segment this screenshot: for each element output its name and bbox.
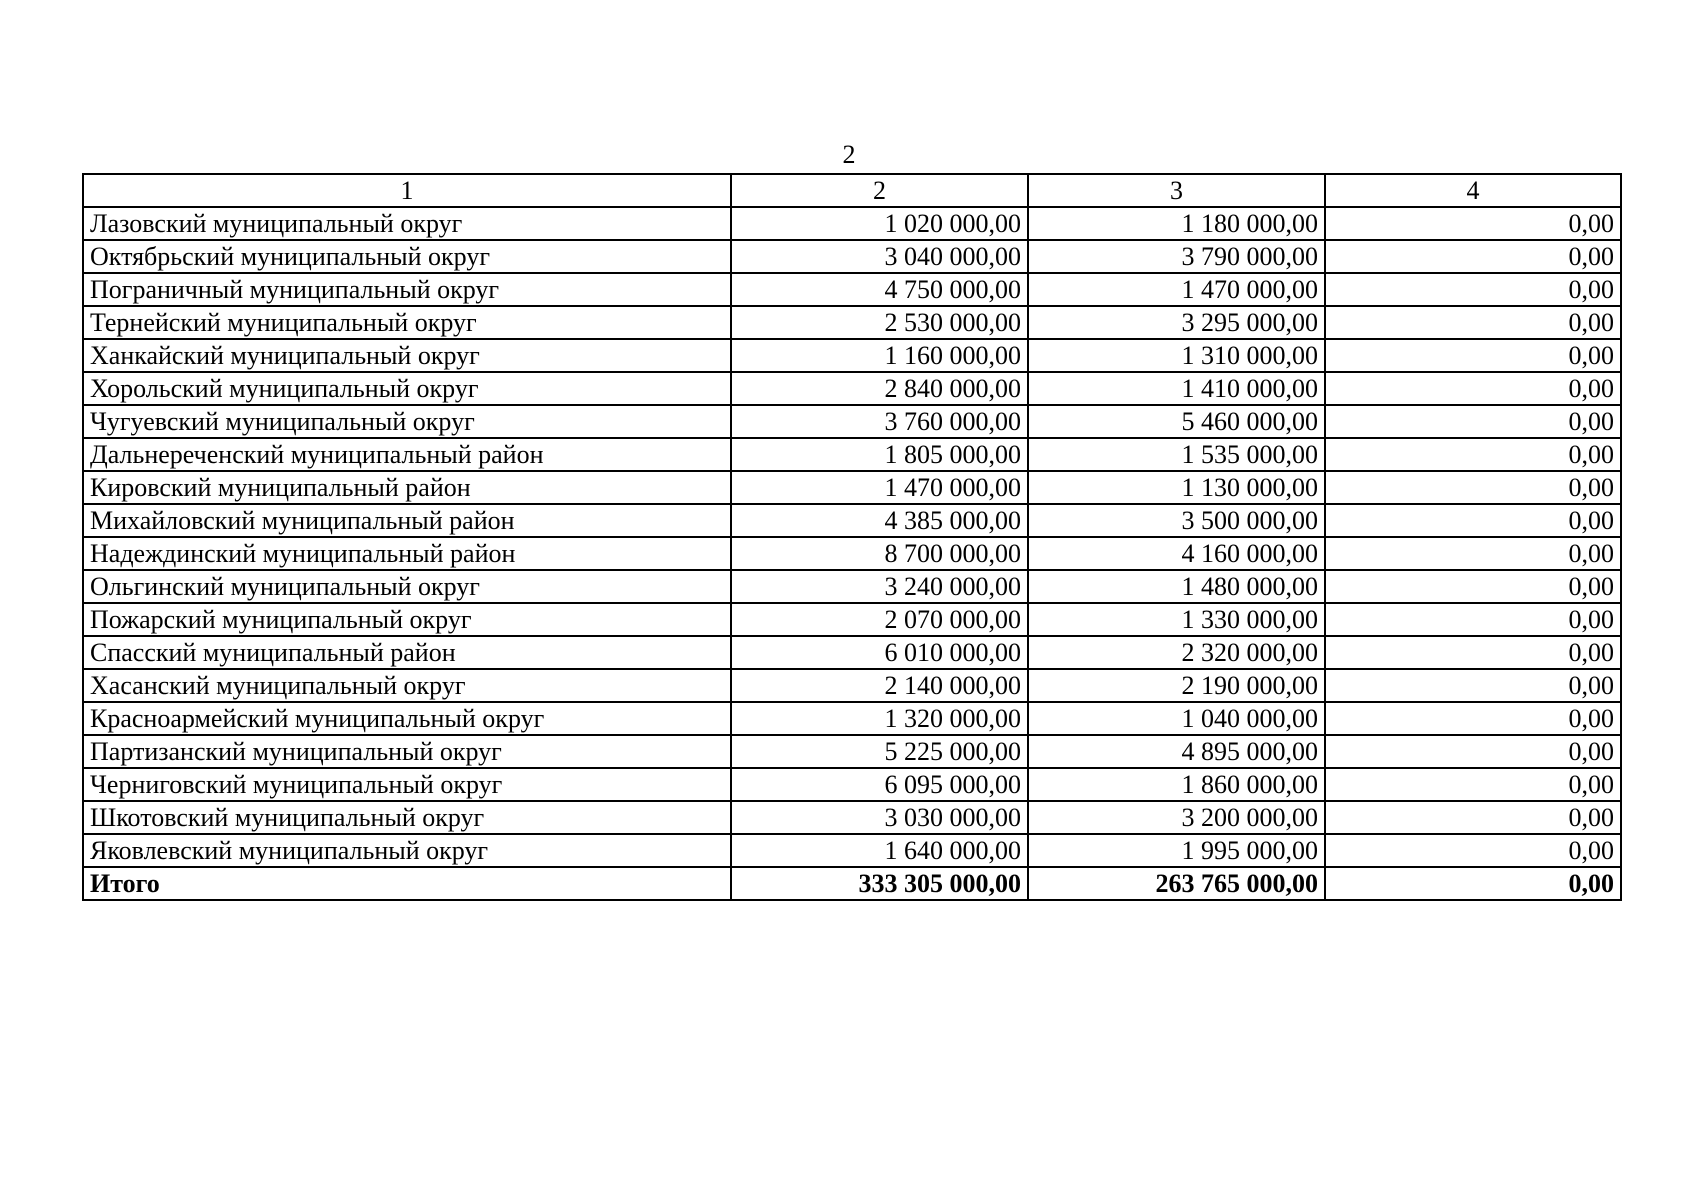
value-col3: 3 500 000,00 bbox=[1028, 504, 1325, 537]
value-col3: 4 895 000,00 bbox=[1028, 735, 1325, 768]
table-row bbox=[83, 636, 1621, 669]
table-row bbox=[83, 306, 1621, 339]
municipality-name: Черниговский муниципальный округ bbox=[83, 768, 731, 801]
value-col4: 0,00 bbox=[1325, 768, 1621, 801]
municipality-name: Чугуевский муниципальный округ bbox=[83, 405, 731, 438]
value-col3: 1 480 000,00 bbox=[1028, 570, 1325, 603]
value-col4: 0,00 bbox=[1325, 636, 1621, 669]
value-col3: 5 460 000,00 bbox=[1028, 405, 1325, 438]
municipality-name: Пограничный муниципальный округ bbox=[83, 273, 731, 306]
value-col4: 0,00 bbox=[1325, 372, 1621, 405]
value-col2: 1 020 000,00 bbox=[731, 207, 1028, 240]
table-row bbox=[83, 372, 1621, 405]
value-col4: 0,00 bbox=[1325, 405, 1621, 438]
value-col2: 2 530 000,00 bbox=[731, 306, 1028, 339]
value-col3: 2 320 000,00 bbox=[1028, 636, 1325, 669]
table-row bbox=[83, 273, 1621, 306]
column-number-header: 3 bbox=[1028, 174, 1325, 207]
value-col3: 1 995 000,00 bbox=[1028, 834, 1325, 867]
table-row bbox=[83, 207, 1621, 240]
value-col3: 2 190 000,00 bbox=[1028, 669, 1325, 702]
municipality-name: Лазовский муниципальный округ bbox=[83, 207, 731, 240]
value-col4: 0,00 bbox=[1325, 504, 1621, 537]
table-row bbox=[83, 240, 1621, 273]
table-row bbox=[83, 669, 1621, 702]
budget-table bbox=[82, 173, 1622, 901]
value-col2: 6 095 000,00 bbox=[731, 768, 1028, 801]
value-col2: 3 030 000,00 bbox=[731, 801, 1028, 834]
value-col3: 1 330 000,00 bbox=[1028, 603, 1325, 636]
municipality-name: Надеждинский муниципальный район bbox=[83, 537, 731, 570]
municipality-name: Спасский муниципальный район bbox=[83, 636, 731, 669]
value-col2: 2 140 000,00 bbox=[731, 669, 1028, 702]
value-col2: 3 040 000,00 bbox=[731, 240, 1028, 273]
value-col4: 0,00 bbox=[1325, 273, 1621, 306]
table-row bbox=[83, 603, 1621, 636]
table-row bbox=[83, 768, 1621, 801]
value-col3: 1 535 000,00 bbox=[1028, 438, 1325, 471]
value-col2: 1 470 000,00 bbox=[731, 471, 1028, 504]
municipality-name: Пожарский муниципальный округ bbox=[83, 603, 731, 636]
table-row bbox=[83, 801, 1621, 834]
municipality-name: Дальнереченский муниципальный район bbox=[83, 438, 731, 471]
table-row bbox=[83, 537, 1621, 570]
value-col4: 0,00 bbox=[1325, 603, 1621, 636]
value-col4: 0,00 bbox=[1325, 570, 1621, 603]
municipality-name: Красноармейский муниципальный округ bbox=[83, 702, 731, 735]
value-col4: 0,00 bbox=[1325, 240, 1621, 273]
municipality-name: Михайловский муниципальный район bbox=[83, 504, 731, 537]
municipality-name: Октябрьский муниципальный округ bbox=[83, 240, 731, 273]
value-col4: 0,00 bbox=[1325, 207, 1621, 240]
municipality-name: Кировский муниципальный район bbox=[83, 471, 731, 504]
value-col2: 4 750 000,00 bbox=[731, 273, 1028, 306]
value-col4: 0,00 bbox=[1325, 537, 1621, 570]
table-row bbox=[83, 570, 1621, 603]
table-row bbox=[83, 504, 1621, 537]
page-number: 2 bbox=[842, 140, 856, 169]
total-value-col2: 333 305 000,00 bbox=[731, 867, 1028, 900]
municipality-name: Тернейский муниципальный округ bbox=[83, 306, 731, 339]
value-col3: 3 295 000,00 bbox=[1028, 306, 1325, 339]
value-col2: 3 760 000,00 bbox=[731, 405, 1028, 438]
municipality-name: Ханкайский муниципальный округ bbox=[83, 339, 731, 372]
municipality-name: Хасанский муниципальный округ bbox=[83, 669, 731, 702]
value-col3: 1 860 000,00 bbox=[1028, 768, 1325, 801]
value-col2: 3 240 000,00 bbox=[731, 570, 1028, 603]
table-row bbox=[83, 735, 1621, 768]
column-number-header: 4 bbox=[1325, 174, 1621, 207]
value-col2: 6 010 000,00 bbox=[731, 636, 1028, 669]
table-row bbox=[83, 339, 1621, 372]
table-row bbox=[83, 405, 1621, 438]
value-col4: 0,00 bbox=[1325, 669, 1621, 702]
value-col3: 1 130 000,00 bbox=[1028, 471, 1325, 504]
column-number-header: 1 bbox=[83, 174, 731, 207]
value-col2: 2 840 000,00 bbox=[731, 372, 1028, 405]
municipality-name: Ольгинский муниципальный округ bbox=[83, 570, 731, 603]
value-col3: 1 410 000,00 bbox=[1028, 372, 1325, 405]
value-col4: 0,00 bbox=[1325, 735, 1621, 768]
value-col2: 5 225 000,00 bbox=[731, 735, 1028, 768]
total-label: Итого bbox=[83, 867, 731, 900]
value-col4: 0,00 bbox=[1325, 339, 1621, 372]
value-col3: 1 040 000,00 bbox=[1028, 702, 1325, 735]
municipality-name: Шкотовский муниципальный округ bbox=[83, 801, 731, 834]
table-row bbox=[83, 834, 1621, 867]
value-col4: 0,00 bbox=[1325, 438, 1621, 471]
value-col3: 3 200 000,00 bbox=[1028, 801, 1325, 834]
value-col3: 1 470 000,00 bbox=[1028, 273, 1325, 306]
total-value-col3: 263 765 000,00 bbox=[1028, 867, 1325, 900]
table-body bbox=[83, 207, 1621, 867]
municipality-name: Хорольский муниципальный округ bbox=[83, 372, 731, 405]
value-col2: 1 160 000,00 bbox=[731, 339, 1028, 372]
value-col2: 1 805 000,00 bbox=[731, 438, 1028, 471]
value-col4: 0,00 bbox=[1325, 702, 1621, 735]
value-col3: 1 310 000,00 bbox=[1028, 339, 1325, 372]
value-col2: 8 700 000,00 bbox=[731, 537, 1028, 570]
municipality-name: Партизанский муниципальный округ bbox=[83, 735, 731, 768]
total-value-col4: 0,00 bbox=[1325, 867, 1621, 900]
column-number-row bbox=[83, 174, 1621, 207]
total-row bbox=[83, 867, 1621, 900]
value-col2: 2 070 000,00 bbox=[731, 603, 1028, 636]
value-col3: 1 180 000,00 bbox=[1028, 207, 1325, 240]
value-col4: 0,00 bbox=[1325, 471, 1621, 504]
table-row bbox=[83, 438, 1621, 471]
municipality-name: Яковлевский муниципальный округ bbox=[83, 834, 731, 867]
table-row bbox=[83, 471, 1621, 504]
value-col4: 0,00 bbox=[1325, 801, 1621, 834]
value-col2: 1 640 000,00 bbox=[731, 834, 1028, 867]
value-col4: 0,00 bbox=[1325, 834, 1621, 867]
column-number-header: 2 bbox=[731, 174, 1028, 207]
value-col2: 1 320 000,00 bbox=[731, 702, 1028, 735]
value-col3: 4 160 000,00 bbox=[1028, 537, 1325, 570]
table-row bbox=[83, 702, 1621, 735]
value-col4: 0,00 bbox=[1325, 306, 1621, 339]
value-col2: 4 385 000,00 bbox=[731, 504, 1028, 537]
value-col3: 3 790 000,00 bbox=[1028, 240, 1325, 273]
